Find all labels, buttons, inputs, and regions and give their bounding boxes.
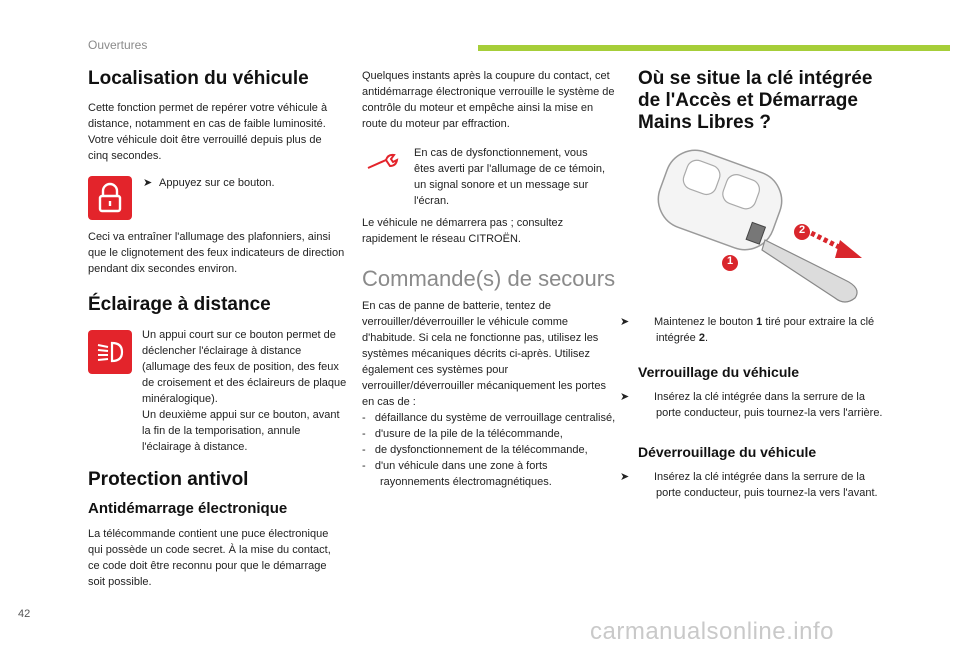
backup-list <box>362 410 617 490</box>
list-item: - d'usure de la pile de la télécommande, <box>362 428 563 440</box>
key-location-title: Où se situe la clé intégrée de l'Accès et Démarrage Mains Libres ? <box>638 68 873 133</box>
protection-title: Protection antivol <box>88 469 249 490</box>
page-number: 42 <box>18 608 31 620</box>
section-color-bar <box>478 45 950 51</box>
immobiliser-intro: Quelques instants après la coupure du contact, cet antidémarrage électronique verrouille le système de contrôle du moteur et empêche ainsi la mise en route du moteur par effraction. <box>362 70 615 130</box>
locate-title: Localisation du véhicule <box>88 68 309 89</box>
wrench-icon <box>364 146 400 182</box>
lock-title: Verrouillage du véhicule <box>638 364 800 380</box>
locate-after: Ceci va entraîner l'allumage des plafonniers, ainsi que le clignotement des feux indicateurs de direction pendant dix secondes environ. <box>88 231 345 275</box>
extract-step: ➤ Maintenez le bouton 1 tiré pour extraire la clé intégrée 2. <box>620 316 875 344</box>
warning-text: En cas de dysfonctionnement, vous êtes averti par l'allumage de ce témoin, un signal sonore et un message sur l'écran. <box>414 147 606 207</box>
lighting-title: Éclairage à distance <box>88 294 271 315</box>
backup-title: Commande(s) de secours <box>362 266 616 291</box>
callout-1: 1 <box>726 255 734 267</box>
list-item: - d'un véhicule dans une zone à forts rayonnements électromagnétiques. <box>362 460 552 488</box>
lock-button-icon <box>88 176 132 220</box>
key-illustration <box>640 140 890 310</box>
callout-2: 2 <box>798 224 806 236</box>
lock-step: ➤ Insérez la clé intégrée dans la serrure de la porte conducteur, puis tournez-la vers l'arrière. <box>620 391 883 419</box>
backup-intro: En cas de panne de batterie, tentez de verrouiller/déverrouiller le véhicule comme d'habitude. Si cela ne fonctionne pas, utilisez les systèmes mécaniques décrits ci-après. Utilisez également ces systèmes pour verrouiller/déverrouiller mécaniquement les portes en cas de : <box>362 300 606 408</box>
no-start-text: Le véhicule ne démarrera pas ; consultez rapidement le réseau CITROËN. <box>362 217 564 245</box>
section-label: Ouvertures <box>88 38 148 52</box>
bullet-icon: ➤ <box>620 471 630 483</box>
list-item: - de dysfonctionnement de la télécommande, <box>362 444 588 456</box>
immobiliser-text: La télécommande contient une puce électronique qui possède un code secret. À la mise du contact, ce code doit être reconnu pour que le démarrage soit possible. <box>88 528 331 588</box>
headlamp-button-icon <box>88 330 132 374</box>
immobiliser-title: Antidémarrage électronique <box>88 500 288 517</box>
bullet-icon: ➤ <box>620 316 630 328</box>
watermark: carmanualsonline.info <box>590 618 834 645</box>
unlock-title: Déverrouillage du véhicule <box>638 444 817 460</box>
locate-step: ➤ Appuyez sur ce bouton. <box>143 177 275 189</box>
unlock-step: ➤ Insérez la clé intégrée dans la serrure de la porte conducteur, puis tournez-la vers l'avant. <box>620 471 878 499</box>
locate-intro: Cette fonction permet de repérer votre véhicule à distance, notamment en cas de faible luminosité. Votre véhicule doit être verrouillé depuis plus de cinq secondes. <box>88 102 328 162</box>
list-item: - défaillance du système de verrouillage centralisé, <box>362 412 616 424</box>
bullet-icon: ➤ <box>143 177 153 189</box>
bullet-icon: ➤ <box>620 391 630 403</box>
lighting-text: Un appui court sur ce bouton permet de déclencher l'éclairage à distance (allumage des feux de position, des feux de croisement et des éclaireurs de plaque minéralogique). Un deuxième appui sur ce bouton, avant la fin de la temporisation, annule l'éclairage à distance. <box>142 329 347 453</box>
